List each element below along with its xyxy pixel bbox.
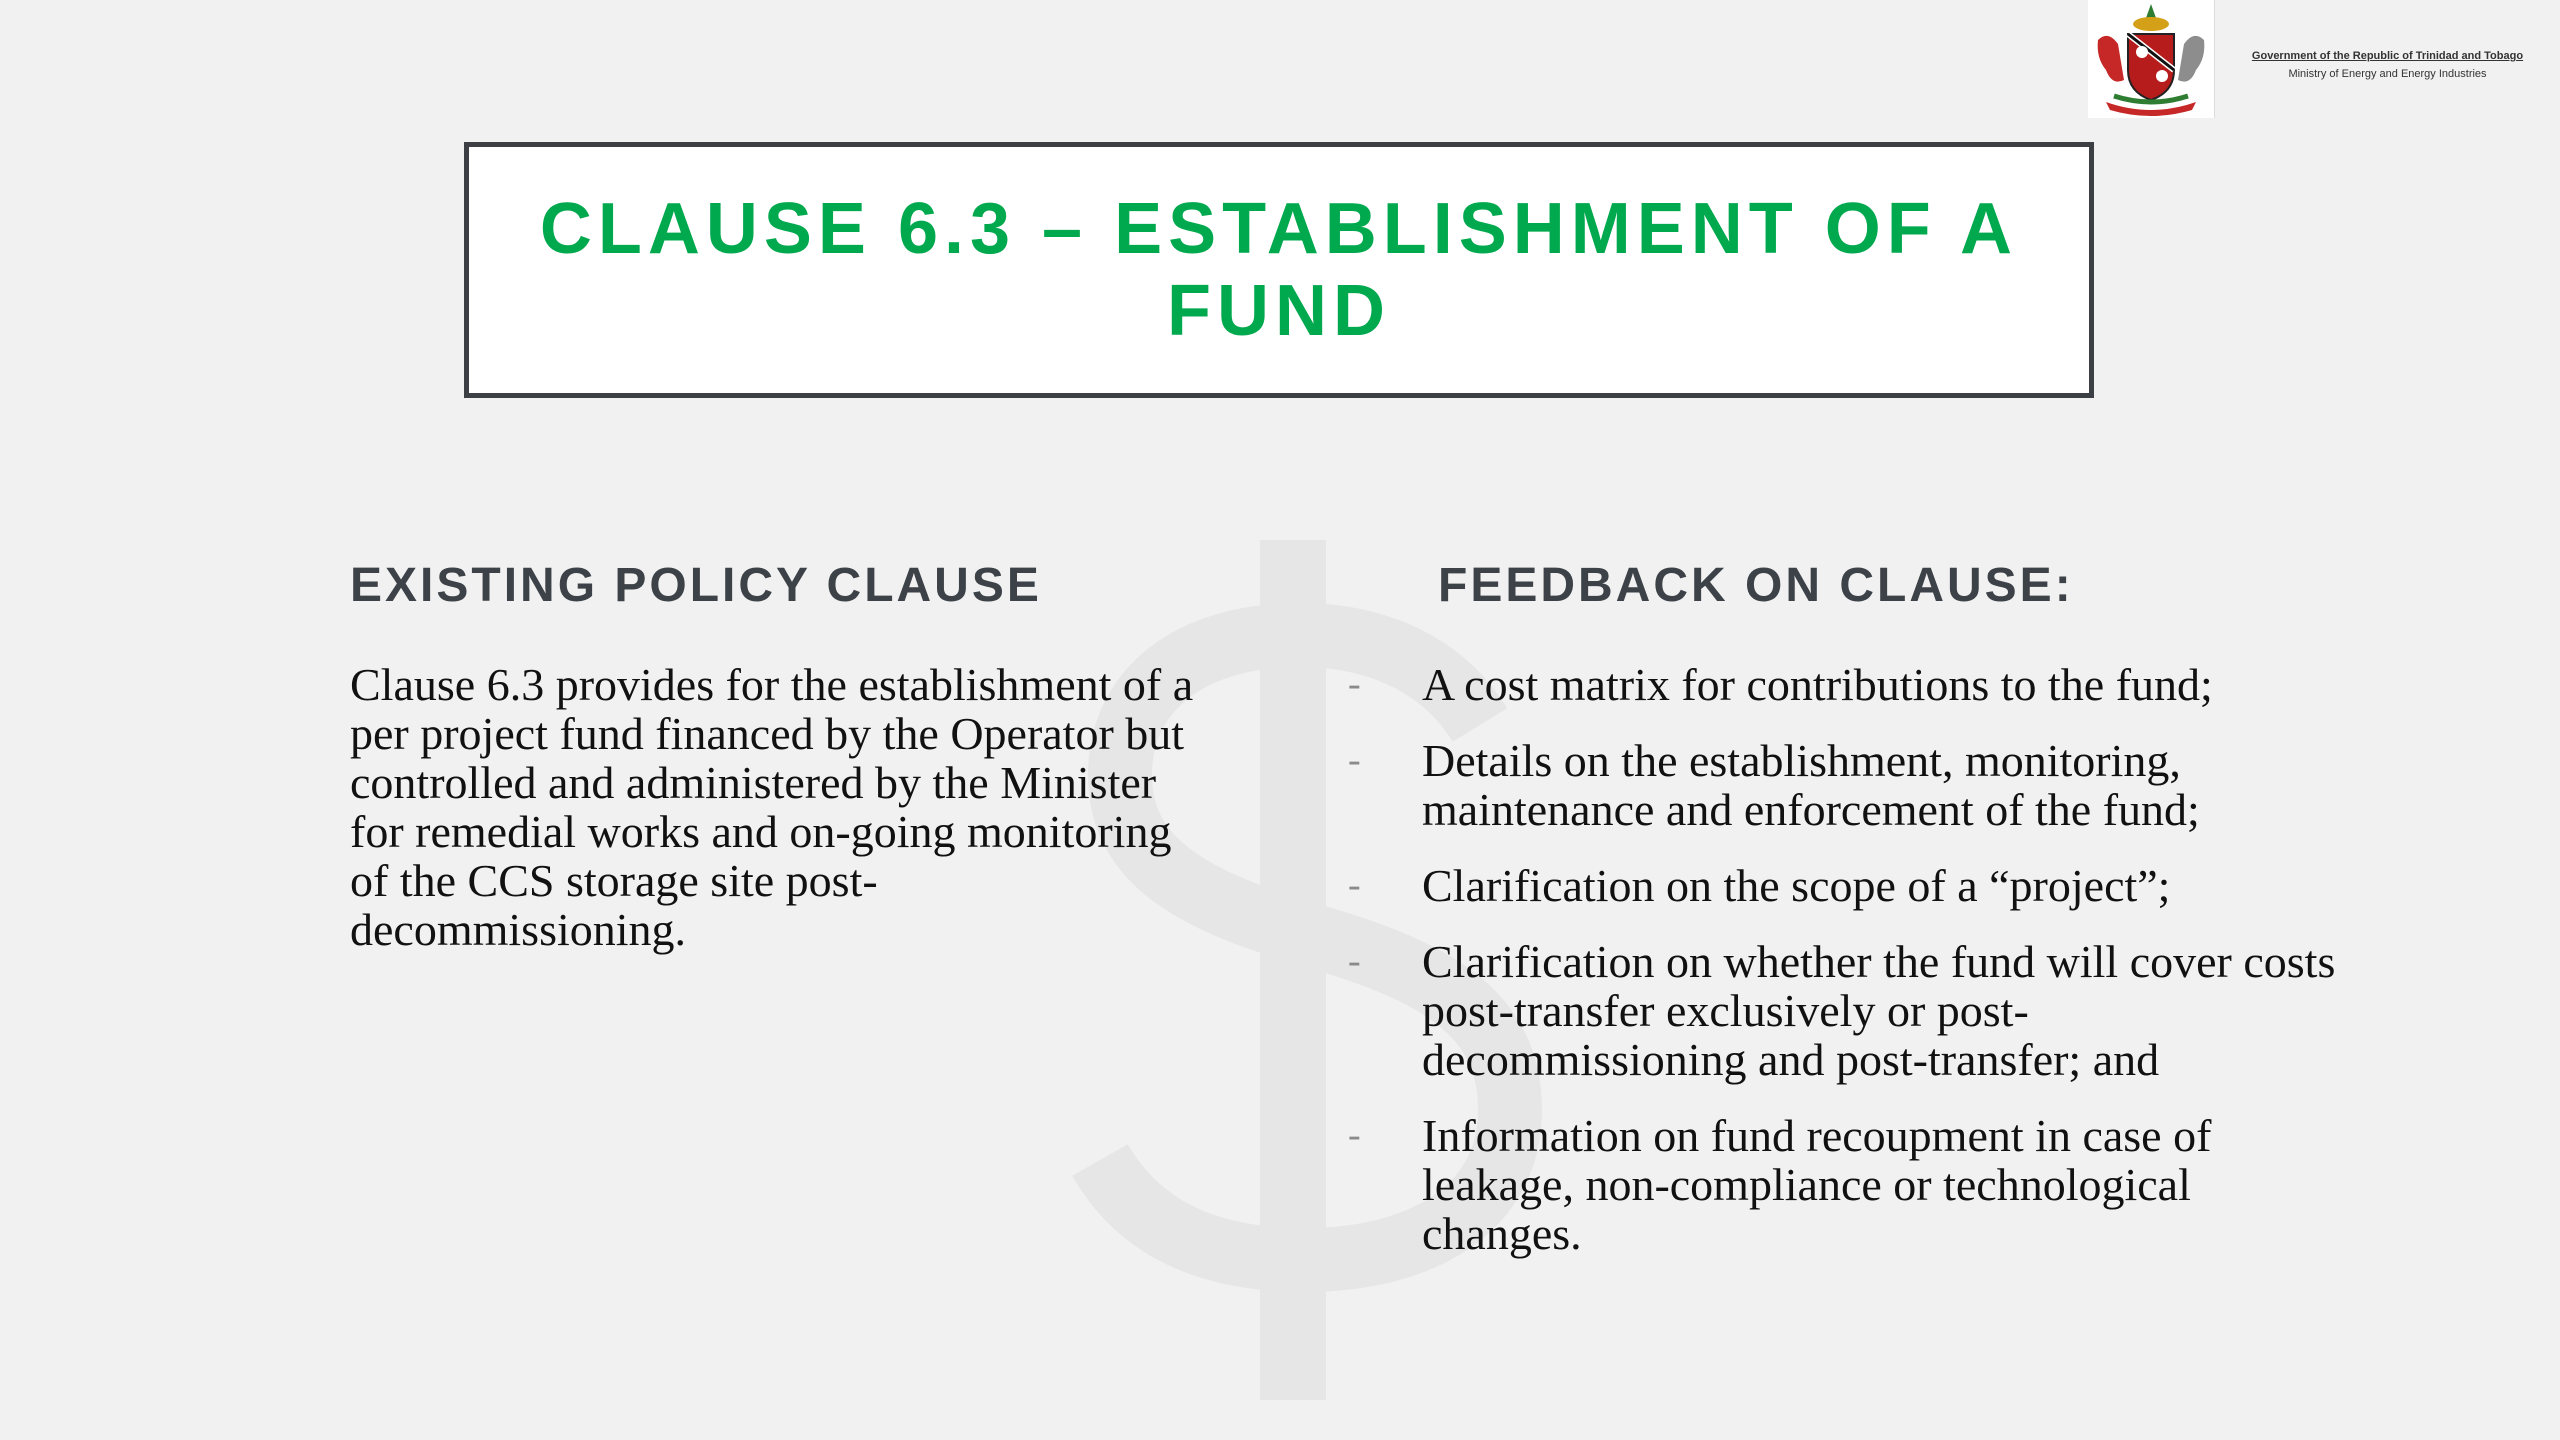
- feedback-text: Details on the establishment, monitoring, maintenance and enforcement of the fund;: [1422, 735, 2200, 835]
- clause-description: Clause 6.3 provides for the establishment of a per project fund financed by the Operator but controlled and administered by the Minister for remedial works and on-going monitoring of the CCS storage site post-decommissioning.: [350, 659, 1194, 955]
- government-logo-text: [2215, 0, 2560, 80]
- feedback-item: [1348, 937, 2348, 1084]
- bullet-dash: -: [1348, 1114, 1361, 1156]
- feedback-text: Clarification on whether the fund will cover costs post-transfer exclusively or post-decommissioning and post-transfer; and: [1422, 936, 2336, 1085]
- bullet-dash: -: [1348, 864, 1361, 906]
- ministry-name: Ministry of Energy and Energy Industries: [2288, 68, 2487, 80]
- slide-title: CLAUSE 6.3 – ESTABLISHMENT OF A FUND: [539, 189, 2019, 351]
- government-logo: [2088, 0, 2560, 118]
- feedback-item: [1348, 660, 2348, 709]
- existing-policy-heading: EXISTING POLICY CLAUSE: [350, 559, 1042, 612]
- bullet-dash: -: [1348, 663, 1361, 705]
- feedback-text: A cost matrix for contributions to the fund;: [1422, 659, 2213, 710]
- feedback-item: [1348, 861, 2348, 910]
- government-name: Government of the Republic of Trinidad and Tobago: [2251, 50, 2524, 62]
- bullet-dash: -: [1348, 739, 1361, 781]
- bullet-dash: -: [1348, 940, 1361, 982]
- coat-of-arms-icon: [2088, 0, 2215, 118]
- feedback-item: [1348, 736, 2348, 834]
- feedback-heading: FEEDBACK ON CLAUSE:: [1438, 559, 2074, 612]
- feedback-list: [1348, 660, 2348, 1285]
- feedback-text: Information on fund recoupment in case of leakage, non-compliance or technological changes.: [1422, 1110, 2212, 1259]
- feedback-item: [1348, 1111, 2348, 1258]
- title-box: [464, 142, 2094, 398]
- feedback-text: Clarification on the scope of a “project”;: [1422, 860, 2171, 911]
